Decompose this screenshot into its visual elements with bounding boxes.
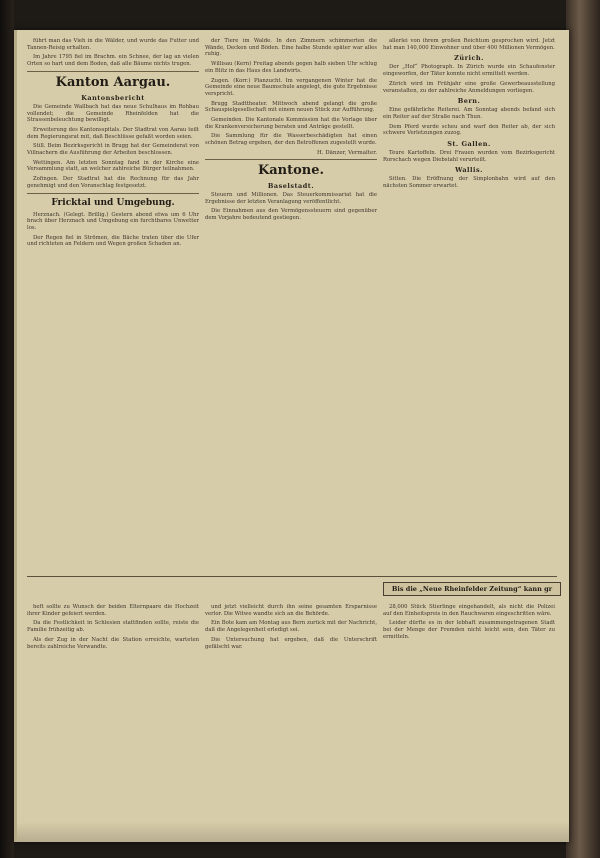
subheading-bern: Bern. bbox=[457, 97, 481, 106]
subheading: Kantonsbericht bbox=[81, 93, 145, 102]
paragraph: Still. Beim Bezirksgericht in Brugg hat der Gemeinderat von Villnachern die Ausführung der Arbeiten beschlossen. bbox=[27, 143, 199, 157]
section-heading-fricktal: Fricktal und Umgebung. bbox=[51, 197, 175, 208]
book-edge bbox=[566, 0, 600, 858]
paragraph: Der „Hof“ Photograph. In Zürich wurde ein Schaufenster eingeworfen, der Täter konnte nicht ermittelt werden. bbox=[383, 64, 555, 78]
paragraph: Die Einnahmen aus den Vermögenssteuern sind gegenüber dem Vorjahre bedeutend gestiegen. bbox=[205, 208, 377, 221]
paragraph: heft sollte zu Wunsch der beiden Elternpaare die Hochzeit ihrer Kinder gefeiert werden. bbox=[27, 604, 199, 617]
paragraph: allerlei von ihrem großen Reichtum gesprochen wird. Jetzt hat man 140,000 Einwohner und über 400 Millionen Vermögen. bbox=[383, 38, 555, 51]
paragraph: Die Sammlung für die Wasserbeschädigten hat einen schönen Betrag ergeben, der den Betroffenen zugestellt wurde. bbox=[205, 133, 377, 147]
paragraph: Im Jahre 1795 fiel im Brachm. ein Schnee, der lag an vielen Orten so hart und dem Boden, daß alle Bäume nichts trugen. bbox=[27, 54, 199, 68]
paragraph: Leider dürfte es in der lebhaft zusammengetragenen Stadt bei der Menge der Fremden nicht leicht sein, den Täter zu ermitteln. bbox=[383, 620, 555, 640]
lower-column-1 bbox=[27, 604, 199, 653]
section-heading-kantone: Kantone. bbox=[257, 162, 325, 178]
paragraph: Der Regen fiel in Strömen, die Bäche traten über die Ufer und richteten an Feldern und Wegen großen Schaden an. bbox=[27, 234, 199, 248]
paragraph: der Tiere im Walde. In den Zimmern schimmerten die Wände, Decken und Böden. Eine halbe Stunde später war alles ruhig. bbox=[205, 38, 377, 58]
paragraph: Ein Bote kam am Montag aus Bern zurück mit der Nachricht, daß die Angelegenheit erledigt sei. bbox=[205, 620, 377, 634]
divider bbox=[27, 71, 199, 72]
paragraph: Erweiterung des Kantonsspitals. Der Stadtrat von Aarau teilt dem Regierungsrat mit, daß Beschlüsse gefaßt worden seien. bbox=[27, 126, 199, 140]
paragraph: Als der Zug in der Nacht die Station erreichte, warteten bereits zahlreiche Verwandte. bbox=[27, 636, 199, 650]
column-1 bbox=[27, 38, 199, 251]
lower-column-2 bbox=[205, 604, 377, 653]
paragraph: Die Untersuchung hat ergeben, daß die Unterschrift gefälscht war. bbox=[205, 636, 377, 650]
paragraph: Steuern und Millionen. Das Steuerkommissariat hat die Ergebnisse der letzten Veranlagung veröffentlicht. bbox=[205, 191, 377, 205]
paragraph: Zürich wird im Frühjahr eine große Gewerbeausstellung veranstalten, zu der zahlreiche Anmeldungen vorliegen. bbox=[383, 80, 555, 94]
section-heading-aargau: Kanton Aargau. bbox=[55, 74, 171, 90]
page-shadow bbox=[17, 822, 569, 842]
subheading-zurich: Zürich. bbox=[454, 54, 484, 63]
paragraph: Teure Kartoffeln. Drei Frauen wurden vom Bezirksgericht Rorschach wegen Diebstahl verurteilt. bbox=[383, 150, 555, 163]
paragraph: Sitten. Die Eröffnung der Simplonbahn wird auf den nächsten Sommer erwartet. bbox=[383, 176, 555, 190]
lower-column-3 bbox=[383, 604, 555, 644]
paragraph: Wettingen. Am letzten Sonntag fand in der Kirche eine Versammlung statt, an welcher zahlreiche Bürger teilnahmen. bbox=[27, 159, 199, 173]
divider bbox=[27, 193, 199, 194]
paragraph: Herznach. (Gelegt. Brillig.) Gestern abend etwa um 6 Uhr brach über Herznach und Umgebung ein furchtbares Unwetter los. bbox=[27, 211, 199, 231]
signature: H. Dänzer, Vermalter. bbox=[316, 149, 377, 156]
paragraph: führt man das Vieh in die Wälder, und wurde das Futter und Tannen-Reisig erhalten. bbox=[27, 38, 199, 51]
paragraph: Die Gemeinde Wallbach hat das neue Schulhaus im Rohbau vollendet; die Gemeinde Rheinfelden hat die Strassenbeleuchtung bewilligt. bbox=[27, 103, 199, 124]
paragraph: Brugg Stadttheater. Mittwoch abend gelangt die große Schauspielgesellschaft mit einem neuen Stück zur Aufführung. bbox=[205, 100, 377, 114]
paragraph: Gemeinden. Die Kantonale Kommission hat die Vorlage über die Krankenversicherung beraten und Anträge gestellt. bbox=[205, 117, 377, 130]
paragraph: Zofingen. Der Stadtrat hat die Rechnung für das Jahr genehmigt und den Voranschlag festgesetzt. bbox=[27, 176, 199, 189]
paragraph: Eine gefährliche Reiterei. Am Sonntag abends befand sich ein Reiter auf der Straße nach Thun. bbox=[383, 107, 555, 120]
divider bbox=[205, 159, 377, 160]
paragraph: und jetzt vielleicht durch ihn seine gesamten Ersparnisse verlor. Die Witwe wandte sich an die Behörde. bbox=[205, 604, 377, 617]
subheading-wallis: Wallis. bbox=[455, 166, 483, 175]
column-3 bbox=[383, 38, 555, 193]
paragraph: Zugen. (Korr.) Planzucht. Im vergangenen Winter hat die Gemeinde eine neue Baumschule angelegt, die gute Ergebnisse verspricht. bbox=[205, 77, 377, 97]
column-2 bbox=[205, 38, 377, 225]
subheading-basel: Baselstadt. bbox=[267, 181, 315, 190]
subscription-notice: Bis die „Neue Rheinfelder Zeitung“ kann gr bbox=[383, 582, 561, 596]
paragraph: Dem Pferd wurde scheu und warf den Reiter ab, der sich schwere Verletzungen zuzog. bbox=[383, 123, 555, 137]
paragraph: Willisau (Kern) Freitag abends gegen halb sieben Uhr schlug ein Blitz in das Haus des Landwirts. bbox=[205, 61, 377, 74]
horizontal-rule bbox=[27, 576, 557, 577]
newspaper-page bbox=[14, 30, 569, 842]
subheading-st-gallen: St. Gallen. bbox=[447, 140, 491, 149]
book-spine bbox=[0, 0, 14, 858]
paragraph: 28,000 Stück Stierlinge eingehandelt, als nicht die Polizei auf den Einheitspreis in den Rauchwaren eingeschritten wäre. bbox=[383, 604, 555, 617]
paragraph: Da die Festlichkeit in Schlesien stattfinden sollte, reiste die Familie frühzeitig ab. bbox=[27, 620, 199, 634]
